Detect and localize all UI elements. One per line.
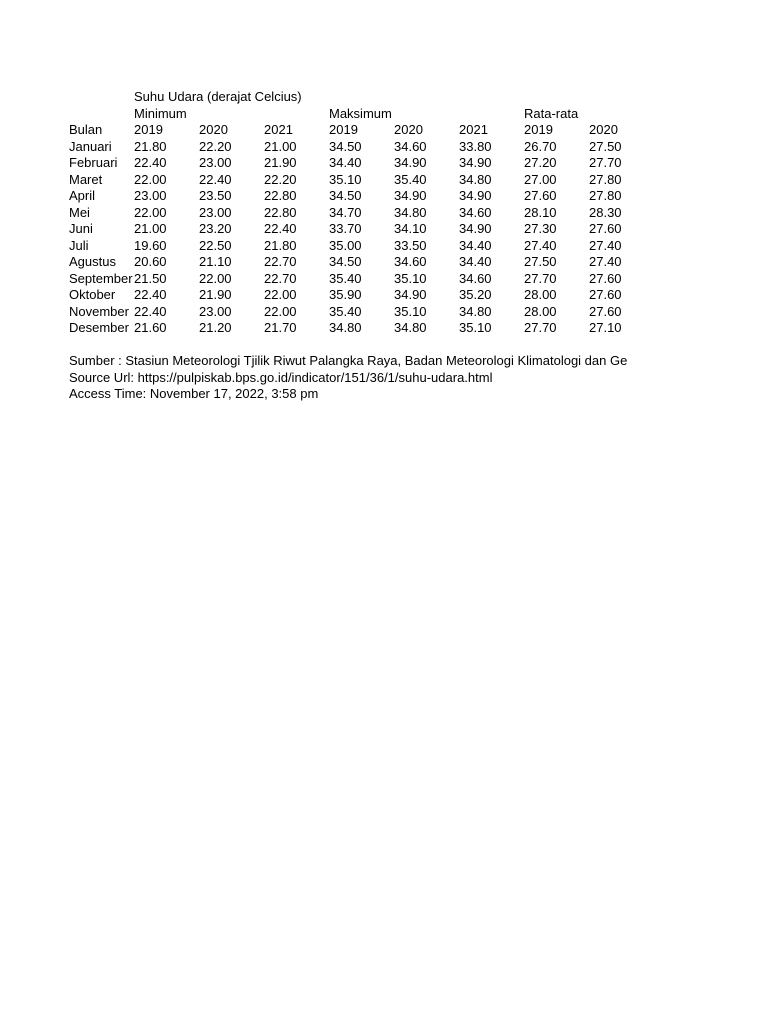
header-year: 2021 — [459, 122, 488, 137]
value-cell: 21.70 — [264, 320, 297, 335]
month-cell: Desember — [69, 320, 129, 335]
table-row — [69, 172, 729, 189]
value-cell: 34.50 — [329, 138, 362, 154]
value-cell: 23.00 — [134, 188, 167, 203]
value-cell: 34.90 — [394, 155, 427, 170]
value-cell: 35.00 — [329, 237, 362, 253]
value-cell: 34.90 — [459, 188, 492, 203]
value-cell: 34.60 — [459, 204, 492, 220]
access-time: Access Time: November 17, 2022, 3:58 pm — [69, 386, 319, 401]
value-cell: 21.50 — [134, 270, 167, 286]
value-cell: 23.20 — [199, 221, 232, 236]
value-cell: 21.90 — [199, 287, 232, 302]
value-cell: 34.80 — [329, 320, 362, 335]
header-year: 2019 — [329, 122, 358, 137]
value-cell: 34.40 — [329, 155, 362, 170]
value-cell: 22.00 — [264, 303, 297, 319]
value-cell: 21.10 — [199, 254, 232, 269]
value-cell: 34.90 — [459, 155, 492, 170]
month-cell: Juni — [69, 221, 93, 236]
table-row — [69, 238, 729, 255]
value-cell: 28.10 — [524, 204, 557, 220]
header-year: 2021 — [264, 122, 293, 137]
value-cell: 34.50 — [329, 188, 362, 203]
value-cell: 22.20 — [264, 171, 297, 187]
header-year: 2019 — [134, 122, 163, 137]
value-cell: 27.60 — [589, 270, 622, 286]
value-cell: 34.80 — [394, 320, 427, 335]
month-cell: September — [69, 270, 133, 286]
table-row — [69, 320, 729, 337]
value-cell: 34.90 — [394, 188, 427, 203]
month-cell: Agustus — [69, 254, 116, 269]
month-cell: Maret — [69, 171, 103, 187]
value-cell: 21.80 — [134, 138, 167, 154]
table-row — [69, 139, 729, 156]
value-cell: 27.40 — [589, 254, 622, 269]
value-cell: 22.40 — [199, 171, 232, 187]
value-cell: 34.70 — [329, 204, 362, 220]
value-cell: 34.60 — [394, 138, 427, 154]
month-cell: Mei — [69, 204, 90, 220]
table-row — [69, 205, 729, 222]
header-year: 2020 — [394, 122, 423, 137]
value-cell: 22.00 — [134, 171, 167, 187]
value-cell: 22.50 — [199, 237, 232, 253]
month-cell: Januari — [69, 138, 112, 154]
value-cell: 21.80 — [264, 237, 297, 253]
value-cell: 33.80 — [459, 138, 492, 154]
header-year: 2019 — [524, 122, 553, 137]
value-cell: 22.40 — [134, 155, 167, 170]
group-minimum: Minimum — [134, 105, 187, 121]
value-cell: 34.80 — [459, 171, 492, 187]
value-cell: 28.00 — [524, 287, 557, 302]
value-cell: 27.60 — [589, 303, 622, 319]
value-cell: 21.00 — [264, 138, 297, 154]
table-row — [69, 221, 729, 238]
table-row — [69, 254, 729, 271]
value-cell: 22.40 — [134, 303, 167, 319]
value-cell: 27.30 — [524, 221, 557, 236]
month-cell: Juli — [69, 237, 89, 253]
value-cell: 27.70 — [524, 270, 557, 286]
value-cell: 34.90 — [394, 287, 427, 302]
value-cell: 34.60 — [394, 254, 427, 269]
value-cell: 35.10 — [394, 303, 427, 319]
value-cell: 35.90 — [329, 287, 362, 302]
source-note: Sumber : Stasiun Meteorologi Tjilik Riwut Palangka Raya, Badan Meteorologi Klimatologi dan Ge — [69, 353, 628, 368]
value-cell: 33.70 — [329, 221, 362, 236]
value-cell: 35.40 — [329, 303, 362, 319]
value-cell: 27.40 — [524, 237, 557, 253]
title-row — [69, 89, 729, 106]
value-cell: 27.80 — [589, 188, 622, 203]
value-cell: 35.10 — [459, 320, 492, 335]
value-cell: 22.40 — [264, 221, 297, 236]
value-cell: 34.10 — [394, 221, 427, 236]
group-header-row — [69, 106, 729, 123]
header-year: 2020 — [199, 122, 228, 137]
value-cell: 34.50 — [329, 254, 362, 269]
source-url: Source Url: https://pulpiskab.bps.go.id/indicator/151/36/1/suhu-udara.html — [69, 369, 493, 385]
table-row — [69, 155, 729, 172]
value-cell: 27.10 — [589, 320, 622, 335]
value-cell: 27.00 — [524, 171, 557, 187]
month-cell: Oktober — [69, 287, 116, 302]
value-cell: 22.00 — [199, 270, 232, 286]
group-maksimum: Maksimum — [329, 105, 392, 121]
value-cell: 22.00 — [264, 287, 297, 302]
value-cell: 20.60 — [134, 254, 167, 269]
value-cell: 22.70 — [264, 270, 297, 286]
value-cell: 28.30 — [589, 204, 622, 220]
month-cell: April — [69, 188, 96, 203]
value-cell: 27.50 — [524, 254, 557, 269]
value-cell: 22.80 — [264, 188, 297, 203]
value-cell: 27.60 — [589, 287, 622, 302]
spreadsheet — [69, 89, 729, 403]
value-cell: 27.20 — [524, 155, 557, 170]
spacer — [69, 337, 729, 354]
data-rows — [69, 139, 729, 337]
value-cell: 21.20 — [199, 320, 232, 335]
month-cell: Februari — [69, 155, 118, 170]
value-cell: 27.40 — [589, 237, 622, 253]
table-row — [69, 271, 729, 288]
month-cell: November — [69, 303, 129, 319]
table-title: Suhu Udara (derajat Celcius) — [134, 89, 302, 104]
value-cell: 27.60 — [524, 188, 557, 203]
value-cell: 21.60 — [134, 320, 167, 335]
header-year: 2020 — [589, 122, 618, 137]
value-cell: 23.00 — [199, 303, 232, 319]
header-bulan: Bulan — [69, 122, 103, 137]
group-ratarata: Rata-rata — [524, 105, 579, 121]
value-cell: 22.70 — [264, 254, 297, 269]
value-cell: 21.90 — [264, 155, 297, 170]
value-cell: 22.20 — [199, 138, 232, 154]
value-cell: 35.20 — [459, 287, 492, 302]
value-cell: 27.80 — [589, 171, 622, 187]
value-cell: 35.40 — [329, 270, 362, 286]
table-row — [69, 304, 729, 321]
value-cell: 23.00 — [199, 204, 232, 220]
value-cell: 28.00 — [524, 303, 557, 319]
year-header-row — [69, 122, 729, 139]
value-cell: 33.50 — [394, 237, 427, 253]
value-cell: 34.40 — [459, 237, 492, 253]
value-cell: 27.70 — [524, 320, 557, 335]
value-cell: 19.60 — [134, 237, 167, 253]
value-cell: 22.80 — [264, 204, 297, 220]
value-cell: 21.00 — [134, 221, 167, 236]
value-cell: 35.40 — [394, 171, 427, 187]
value-cell: 35.10 — [394, 270, 427, 286]
value-cell: 22.40 — [134, 287, 167, 302]
value-cell: 35.10 — [329, 171, 362, 187]
value-cell: 23.00 — [199, 155, 232, 170]
table-row — [69, 188, 729, 205]
value-cell: 23.50 — [199, 188, 232, 203]
value-cell: 34.80 — [459, 303, 492, 319]
value-cell: 34.40 — [459, 254, 492, 269]
value-cell: 34.80 — [394, 204, 427, 220]
value-cell: 27.50 — [589, 138, 622, 154]
value-cell: 22.00 — [134, 204, 167, 220]
value-cell: 34.90 — [459, 221, 492, 236]
value-cell: 34.60 — [459, 270, 492, 286]
value-cell: 26.70 — [524, 138, 557, 154]
value-cell: 27.60 — [589, 221, 622, 236]
table-row — [69, 287, 729, 304]
value-cell: 27.70 — [589, 155, 622, 170]
